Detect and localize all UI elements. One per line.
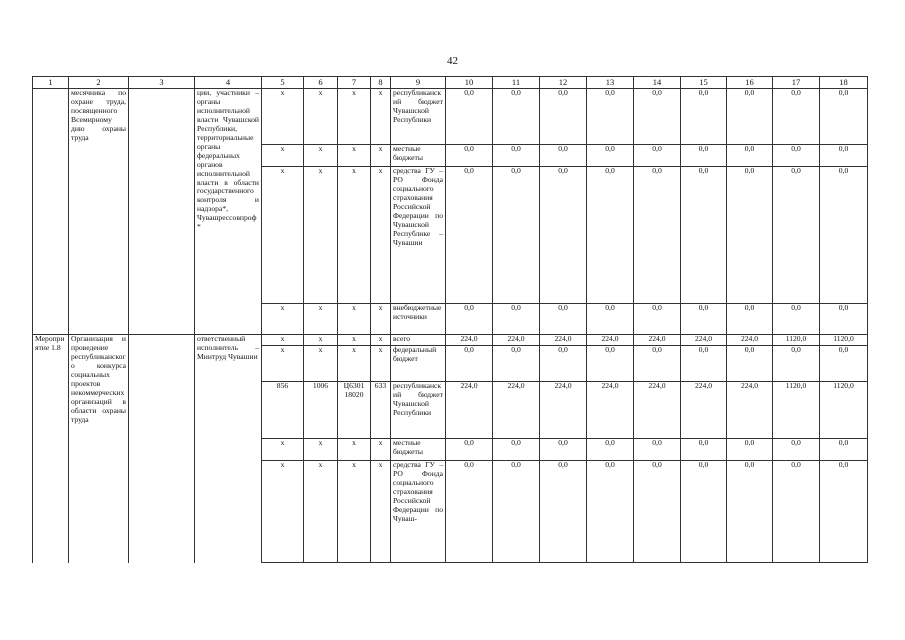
header-cell: 5	[262, 77, 304, 89]
amount-cell: 0,0	[634, 304, 681, 335]
amount-cell: 0,0	[587, 89, 634, 145]
amount-cell: 0,0	[773, 461, 820, 563]
grbs-cell: x	[262, 167, 304, 304]
amount-cell: 0,0	[820, 461, 868, 563]
amount-cell: 0,0	[727, 439, 773, 461]
amount-cell: 0,0	[540, 145, 587, 167]
section-cell: x	[304, 304, 338, 335]
amount-cell: 0,0	[634, 167, 681, 304]
header-cell: 6	[304, 77, 338, 89]
target-article-cell: x	[338, 167, 371, 304]
amount-cell: 0,0	[634, 439, 681, 461]
empty-cell	[129, 89, 195, 335]
amount-cell: 0,0	[773, 145, 820, 167]
target-article-cell: x	[338, 346, 371, 382]
amount-cell: 0,0	[493, 461, 540, 563]
amount-cell: 0,0	[727, 89, 773, 145]
amount-cell: 0,0	[727, 145, 773, 167]
amount-cell: 0,0	[773, 304, 820, 335]
grbs-cell: x	[262, 89, 304, 145]
funding-source-cell: местные бюджеты	[391, 439, 446, 461]
grbs-cell: x	[262, 461, 304, 563]
executor-cell: ответственный исполнитель – Минтруд Чувашии	[195, 335, 262, 563]
empty-cell	[129, 335, 195, 563]
expense-group-cell: x	[371, 461, 391, 563]
amount-cell: 0,0	[446, 461, 493, 563]
section-cell: x	[304, 439, 338, 461]
expense-group-cell: 633	[371, 382, 391, 439]
grbs-cell: x	[262, 346, 304, 382]
funding-source-cell: федеральный бюджет	[391, 346, 446, 382]
target-article-cell: x	[338, 304, 371, 335]
amount-cell: 0,0	[587, 439, 634, 461]
amount-cell: 1120,0	[773, 335, 820, 346]
amount-cell: 0,0	[820, 167, 868, 304]
header-cell: 10	[446, 77, 493, 89]
amount-cell: 0,0	[820, 89, 868, 145]
funding-source-cell: средства ГУ – РО Фонда социального страхования Российской Федерации по Чуваш-	[391, 461, 446, 563]
grbs-cell: 856	[262, 382, 304, 439]
amount-cell: 0,0	[820, 145, 868, 167]
header-cell: 18	[820, 77, 868, 89]
amount-cell: 0,0	[681, 461, 727, 563]
header-cell: 3	[129, 77, 195, 89]
amount-cell: 0,0	[493, 167, 540, 304]
amount-cell: 0,0	[446, 439, 493, 461]
amount-cell: 0,0	[773, 89, 820, 145]
header-cell: 16	[727, 77, 773, 89]
section-cell: x	[304, 346, 338, 382]
amount-cell: 0,0	[820, 304, 868, 335]
amount-cell: 0,0	[820, 439, 868, 461]
amount-cell: 0,0	[587, 167, 634, 304]
grbs-cell: x	[262, 304, 304, 335]
target-article-cell: Ц6301 18020	[338, 382, 371, 439]
executor-cell: ции, участники – органы исполнительной власти Чувашской Республики, территориальные органы федеральных органов исполнительной власти в области государственного контроля и надзора*, Чувашрессовпроф*	[195, 89, 262, 335]
measure-cell	[33, 89, 69, 335]
funding-source-cell: всего	[391, 335, 446, 346]
expense-group-cell: x	[371, 304, 391, 335]
amount-cell: 0,0	[493, 304, 540, 335]
amount-cell: 0,0	[727, 461, 773, 563]
amount-cell: 1120,0	[820, 382, 868, 439]
amount-cell: 0,0	[493, 145, 540, 167]
amount-cell: 0,0	[727, 304, 773, 335]
amount-cell: 0,0	[681, 89, 727, 145]
amount-cell: 0,0	[446, 167, 493, 304]
grbs-cell: x	[262, 335, 304, 346]
budget-table	[32, 76, 868, 563]
target-article-cell: x	[338, 439, 371, 461]
amount-cell: 1120,0	[773, 382, 820, 439]
header-cell: 7	[338, 77, 371, 89]
amount-cell: 224,0	[727, 382, 773, 439]
amount-cell: 224,0	[587, 335, 634, 346]
amount-cell: 0,0	[681, 346, 727, 382]
target-article-cell: x	[338, 145, 371, 167]
amount-cell: 224,0	[540, 335, 587, 346]
section-cell: x	[304, 335, 338, 346]
amount-cell: 224,0	[634, 335, 681, 346]
amount-cell: 224,0	[446, 335, 493, 346]
amount-cell: 0,0	[587, 304, 634, 335]
amount-cell: 224,0	[540, 382, 587, 439]
expense-group-cell: x	[371, 145, 391, 167]
expense-group-cell: x	[371, 439, 391, 461]
header-row	[33, 77, 868, 89]
expense-group-cell: x	[371, 89, 391, 145]
amount-cell: 1120,0	[820, 335, 868, 346]
amount-cell: 0,0	[634, 346, 681, 382]
section-cell: x	[304, 461, 338, 563]
amount-cell: 0,0	[681, 439, 727, 461]
target-article-cell: x	[338, 335, 371, 346]
amount-cell: 0,0	[681, 304, 727, 335]
expense-group-cell: x	[371, 335, 391, 346]
amount-cell: 0,0	[587, 461, 634, 563]
amount-cell: 224,0	[446, 382, 493, 439]
amount-cell: 0,0	[493, 439, 540, 461]
funding-source-cell: республиканский бюджет Чувашской Республики	[391, 382, 446, 439]
amount-cell: 0,0	[773, 346, 820, 382]
amount-cell: 0,0	[540, 461, 587, 563]
measure-cell: Мероприятие 1.8	[33, 335, 69, 563]
header-cell: 17	[773, 77, 820, 89]
amount-cell: 224,0	[727, 335, 773, 346]
measure-name-cell: месячника по охране труда, посвященного Всемирному дню охраны труда	[69, 89, 129, 335]
amount-cell: 0,0	[587, 145, 634, 167]
measure-name-cell: Организация и проведение республиканского конкурса социальных проектов некоммерческих организаций в области охраны труда	[69, 335, 129, 563]
target-article-cell: x	[338, 89, 371, 145]
amount-cell: 0,0	[773, 439, 820, 461]
section-cell: 1006	[304, 382, 338, 439]
table-row	[33, 89, 868, 145]
amount-cell: 0,0	[540, 89, 587, 145]
header-cell: 11	[493, 77, 540, 89]
target-article-cell: x	[338, 461, 371, 563]
section-cell: x	[304, 145, 338, 167]
header-cell: 9	[391, 77, 446, 89]
funding-source-cell: средства ГУ – РО Фонда социального страхования Российской Федерации по Чувашской Республике – Чувашии	[391, 167, 446, 304]
funding-source-cell: республиканский бюджет Чувашской Республики	[391, 89, 446, 145]
amount-cell: 0,0	[446, 346, 493, 382]
header-cell: 1	[33, 77, 69, 89]
amount-cell: 0,0	[540, 167, 587, 304]
amount-cell: 0,0	[446, 145, 493, 167]
amount-cell: 0,0	[634, 461, 681, 563]
header-cell: 12	[540, 77, 587, 89]
amount-cell: 0,0	[446, 304, 493, 335]
amount-cell: 0,0	[540, 346, 587, 382]
section-cell: x	[304, 89, 338, 145]
amount-cell: 224,0	[681, 382, 727, 439]
amount-cell: 224,0	[587, 382, 634, 439]
amount-cell: 0,0	[634, 145, 681, 167]
amount-cell: 0,0	[773, 167, 820, 304]
amount-cell: 0,0	[634, 89, 681, 145]
amount-cell: 0,0	[493, 89, 540, 145]
header-cell: 14	[634, 77, 681, 89]
amount-cell: 0,0	[540, 304, 587, 335]
section-cell: x	[304, 167, 338, 304]
amount-cell: 0,0	[681, 167, 727, 304]
expense-group-cell: x	[371, 346, 391, 382]
header-cell: 4	[195, 77, 262, 89]
amount-cell: 0,0	[493, 346, 540, 382]
header-cell: 2	[69, 77, 129, 89]
grbs-cell: x	[262, 439, 304, 461]
grbs-cell: x	[262, 145, 304, 167]
expense-group-cell: x	[371, 167, 391, 304]
header-cell: 13	[587, 77, 634, 89]
amount-cell: 0,0	[681, 145, 727, 167]
amount-cell: 224,0	[493, 335, 540, 346]
amount-cell: 0,0	[540, 439, 587, 461]
amount-cell: 0,0	[820, 346, 868, 382]
amount-cell: 224,0	[493, 382, 540, 439]
header-cell: 15	[681, 77, 727, 89]
table-row	[33, 335, 868, 346]
amount-cell: 0,0	[446, 89, 493, 145]
amount-cell: 0,0	[587, 346, 634, 382]
amount-cell: 224,0	[634, 382, 681, 439]
funding-source-cell: внебюджетные источники	[391, 304, 446, 335]
header-cell: 8	[371, 77, 391, 89]
amount-cell: 0,0	[727, 346, 773, 382]
amount-cell: 0,0	[727, 167, 773, 304]
funding-source-cell: местные бюджеты	[391, 145, 446, 167]
amount-cell: 224,0	[681, 335, 727, 346]
page-number: 42	[447, 55, 458, 67]
